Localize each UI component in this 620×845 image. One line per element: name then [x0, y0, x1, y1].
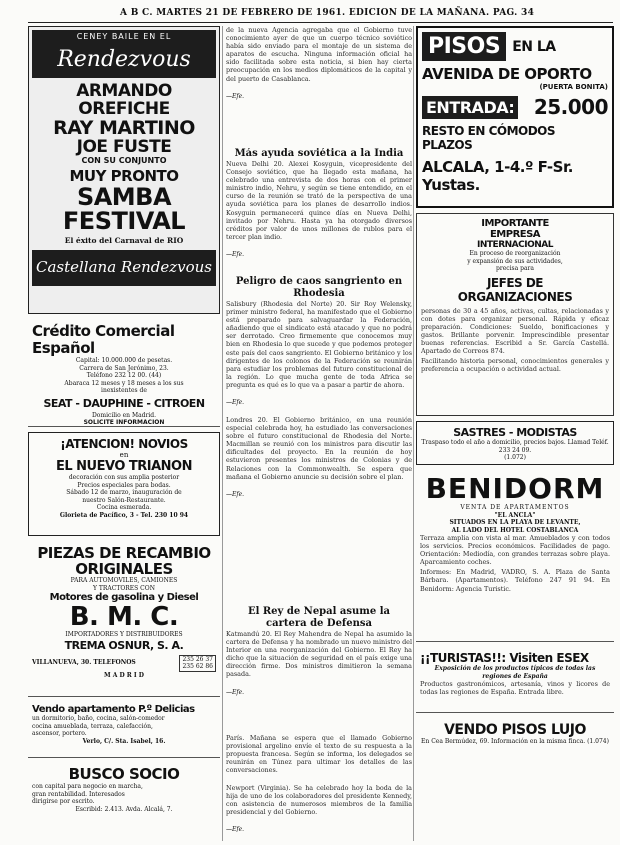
article-3: [226, 416, 412, 606]
rendezvous-group: CON SU CONJUNTO: [81, 156, 167, 165]
busco-ad: [28, 763, 220, 819]
sastres-ad: [416, 421, 614, 465]
credito-domicilio: Domicilio en Madrid.: [91, 411, 157, 419]
article-1-ref: —Efe.: [226, 250, 245, 258]
article-6-text: Newport (Virginia). Se ha celebrado hoy la boda de la hija de uno de los colaboradores del presidente Kennedy, con asistencia de numerosos miembros de la familia presidencial y del Gobierno.: [226, 784, 412, 817]
article-1: [226, 148, 412, 276]
delicias-line-2: cocina amueblada, terraza, calefacción,: [32, 722, 153, 730]
piezas-addr: VILLANUEVA, 30. TELEFONOS: [32, 659, 136, 667]
turistas-title: ¡¡TURISTAS!!: Visiten ESEX: [420, 651, 589, 665]
trianon-line-3: Sábado 12 de marzo, inauguración de: [66, 489, 182, 496]
pisos-title-row: [422, 32, 608, 61]
credito-title: Crédito Comercial Español: [32, 322, 175, 357]
piezas-tel-2: 235 62 86: [182, 663, 213, 670]
pisos-puerta: (PUERTA BONITA): [539, 83, 608, 91]
trianon-line-1: decoración con sus amplia posterior: [68, 474, 180, 481]
article-2-text: Salisbury (Rhodesia del Norte) 20. Sir Roy Welensky, primer ministro federal, ha manifestado que el Gobierno está preparado para salvaguardar la Federación, añadiendo que el sindicato está atacado y que no podrá ser derrotado. Creo firmemente que conocemos muy bien en Rhodesia lo que sucede y que podemos proteger este país del caos sangriento. El Gobierno británico y los dirigentes de los colonos de la Federación se reunirán para estudiar los problemas del futuro constitucional de la región. Lo que mucha gente de toda Africa se pregunta es qué es lo que va a pasar a partir de ahora.: [226, 300, 412, 389]
rendezvous-festival: FESTIVAL: [62, 207, 186, 235]
piezas-line-1: PARA AUTOMOVILES, CAMIONES: [70, 577, 178, 584]
credito-line-5: inexistentes de: [101, 387, 147, 394]
sastres-line-2: (1.072): [504, 454, 526, 461]
piezas-title-1: PIEZAS DE RECAMBIO: [37, 544, 211, 562]
empresa-line-3: precisa para: [496, 265, 534, 272]
piezas-brand: B. M. C.: [69, 602, 179, 632]
benidorm-info: Informes: En Madrid, VADRO, S. A. Plaza de Santa Bárbara. (Apartamentos). Teléfono 247 91 94. En Benidorm: Agencia Turistic.: [420, 568, 610, 593]
article-0: [226, 26, 412, 148]
credito-solicite: SOLICITE INFORMACION: [83, 419, 165, 426]
right-ads-column: [416, 26, 614, 763]
rendezvous-samba: SAMBA: [76, 183, 172, 211]
busco-line-2: gran rentabilidad. Interesados: [32, 790, 125, 798]
piezas-city: M A D R I D: [104, 671, 144, 679]
column-divider-1: [222, 26, 223, 841]
empresa-body: personas de 30 a 45 años, activas, cultas, relacionadas y con dotes para organizar personal. Rápida y eficaz preparación. Condiciones: Sueldo, bonificaciones y gastos. Brillante porvenir. Imprescindible presentar buenas referencias. Escribid a Sr. García Castellá. Apartado de Correos 874.: [421, 306, 609, 355]
article-1-text: Nueva Delhi 20. Alexei Kosyguin, vicepresidente del Consejo soviético, que ha llegado esta mañana, ha celebrado una entrevista de dos horas con el primer ministro indio, Nehru, y según se tiene entendido, en el curso de la reunión se trató de la perspectiva de una ayuda soviética para los planes de desarrollo indios. Kosyguin permanecerá quince días en Nueva Delhi, invitado por Nehru. Hasta ya ha otorgado diversos créditos por valor de unos millones de rublos para el tercer plan indio.: [226, 160, 412, 241]
rendezvous-topline: CENEY BAILE EN EL: [32, 30, 216, 43]
header-rule: [28, 22, 613, 23]
benidorm-line-2: AL LADO DEL HOTEL COSTABLANCA: [451, 526, 579, 534]
piezas-title-2: ORIGINALES: [75, 560, 173, 578]
empresa-line-2: y expansión de sus actividades,: [467, 257, 563, 265]
busco-line-3: dirigirse por escrito.: [32, 798, 95, 805]
news-column: [226, 26, 412, 832]
trianon-ad: [28, 432, 220, 536]
delicias-ad: [28, 702, 220, 758]
turistas-ad: [416, 647, 614, 713]
turistas-body: Productos gastronómicos, artesanía, vinos y licores de todas las regiones de España. Entrada libre.: [420, 680, 610, 697]
delicias-view: Verlo, C/. Sta. Isabel, 16.: [82, 737, 166, 745]
sastres-title: SASTRES - MODISTAS: [453, 426, 577, 439]
rendezvous-name-1: ARMANDO OREFICHE: [76, 81, 172, 119]
article-5: [226, 734, 412, 784]
rendezvous-name-3: JOE FUSTE: [76, 137, 172, 157]
credito-line-2: Carrera de San Jerónimo, 23.: [79, 364, 169, 372]
credito-ad: [28, 319, 220, 427]
empresa-end: Facilitando historia personal, conocimientos generales y preferencia a ocupación o actividad actual.: [421, 357, 609, 374]
empresa-t3: INTERNACIONAL: [477, 240, 553, 250]
left-ads-column: [28, 26, 220, 824]
rendezvous-footer: Castellana Rendezvous: [32, 250, 216, 286]
benidorm-sub: VENTA DE APARTAMENTOS: [460, 504, 570, 511]
pisos-title: PISOS: [422, 32, 506, 61]
rendezvous-title: Rendezvous: [32, 43, 216, 78]
article-3-ref: —Efe.: [226, 490, 245, 498]
piezas-company: TREMA OSNUR, S. A.: [64, 638, 184, 652]
pisos-entrada: ENTRADA:: [422, 96, 518, 119]
trianon-line-4: nuestro Salón-Restaurante.: [82, 496, 166, 504]
credito-brands: SEAT - DAUPHINE - CITROEN: [43, 396, 205, 410]
delicias-title: Vendo apartamento P.º Delicias: [32, 704, 195, 715]
busco-line-1: con capital para negocio en marcha,: [32, 783, 143, 790]
benidorm-line-1: SITUADOS EN LA PLAYA DE LEVANTE,: [449, 519, 581, 526]
piezas-ad: [28, 541, 220, 697]
article-4: [226, 606, 412, 734]
piezas-address-row: [32, 655, 216, 672]
page-header: A B C. MARTES 21 DE FEBRERO DE 1961. EDICION DE LA MAÑANA. PAG. 34: [120, 8, 535, 18]
piezas-tel-1: 235 26 37: [182, 655, 213, 663]
empresa-jefes: JEFES DE: [486, 275, 544, 290]
credito-line-3: Teléfono 232 12 00. (44): [86, 372, 162, 379]
empresa-ad: [416, 213, 614, 416]
pisos-addr: ALCALA, 1-4.º F-Sr. Yustas.: [422, 158, 573, 194]
rendezvous-name-2: RAY MARTINO: [53, 117, 195, 139]
pisos-entrada-row: [422, 95, 608, 119]
pisos-avenue: AVENIDA DE OPORTO: [422, 65, 592, 83]
article-1-title: Más ayuda soviética a la India: [234, 148, 404, 159]
article-2: [226, 276, 412, 416]
pisos-ad: [416, 26, 614, 208]
pisos-plazos: RESTO EN CÓMODOS PLAZOS: [422, 124, 556, 152]
article-6-ref: —Efe.: [226, 826, 245, 832]
trianon-address: Glorieta de Pacífico, 3 - Tel. 230 10 94: [59, 511, 189, 519]
piezas-motor: Motores de gasolina y Diesel: [49, 592, 199, 603]
pisoslujo-title: VENDO PISOS LUJO: [444, 722, 586, 738]
pisos-en: EN LA: [512, 38, 556, 55]
trianon-lead: ¡ATENCION! NOVIOS: [60, 437, 188, 451]
trianon-line-2: Precios especiales para bodas.: [77, 481, 171, 489]
article-4-ref: —Efe.: [226, 688, 245, 696]
article-3-text: Londres 20. El Gobierno británico, en una reunión especial celebrada hoy, ha estudiado las conversaciones sobre el futuro constitucional de Rhodesia del Norte. Macmillan se reunió con los ministros para discutir las dificultades del proyecto. En la reunión de hoy estuvieron presentes los ministros de Colonias y de Relaciones con la Commonwealth. Se espera que mañana el Gobierno anuncie su decisión sobre el plan.: [226, 416, 412, 481]
credito-line-4: Abaraca 12 meses y 18 meses a los sus: [64, 379, 184, 387]
pisoslujo-ad: [416, 718, 614, 758]
piezas-tels: [179, 655, 216, 672]
rendezvous-ad: [28, 26, 220, 314]
busco-contact: Escribid: 2.413. Avda. Alcalá, 7.: [75, 805, 173, 813]
article-5-text: París. Mañana se espera que el llamado Gobierno provisional argelino envíe el texto de su respuesta a la propuesta francesa. Según se informa, los delegados se reunirán en Túnez para ultimar los detalles de las conversaciones.: [226, 734, 412, 775]
article-0-ref: —Efe.: [226, 92, 245, 100]
trianon-title: EL NUEVO TRIANON: [55, 459, 192, 474]
trianon-en: en: [119, 451, 129, 459]
benidorm-name: "EL ANCLA": [494, 511, 536, 519]
pisoslujo-body: En Cea Bermúdez, 69. Información en la misma finca. (1.074): [421, 738, 609, 745]
sastres-line-1: Traspaso todo el año a domicilio, precios bajos. Llamad Teléf. 233 24 09.: [421, 439, 609, 454]
column-divider-2: [413, 26, 414, 841]
benidorm-title: BENIDORM: [425, 472, 605, 505]
benidorm-ad: [416, 470, 614, 642]
trianon-line-5: Cocina esmerada.: [96, 504, 152, 511]
article-2-title: Peligro de caos sangriento en Rhodesia: [235, 276, 403, 299]
empresa-line-1: En proceso de reorganización: [469, 250, 561, 257]
credito-line-1: Capital: 10.000.000 de pesetas.: [75, 357, 173, 364]
piezas-dist: IMPORTADORES Y DISTRIBUIDORES: [65, 631, 183, 638]
turistas-sub: Exposición de los productos típicos de todas las regiones de España: [434, 665, 596, 680]
pisos-amount: 25.000: [533, 95, 608, 119]
empresa-t2: EMPRESA: [489, 229, 541, 240]
empresa-t1: IMPORTANTE: [481, 218, 549, 229]
article-4-text: Katmandú 20. El Rey Mahendra de Nepal ha asumido la cartera de Defensa y ha nombrado un nuevo ministro del Interior en una reorganización del Gobierno. El Rey ha dicho que la situación de seguridad en el país exige una dirección firme. Dos ministros dimitieron la semana pasada.: [226, 630, 412, 679]
piezas-line-2: Y TRACTORES CON: [93, 584, 155, 592]
article-2-ref: —Efe.: [226, 399, 245, 407]
article-6: [226, 784, 412, 832]
empresa-org: ORGANIZACIONES: [457, 289, 573, 304]
delicias-line-1: un dormitorio, baño, cocina, salón-comedor: [32, 715, 165, 722]
article-0-text: de la nueva Agencia agregaba que el Gobierno tuve conocimiento ayer de que un cuerpo técnico soviético había sido enviado para el montaje de un sistema de aparatos de escucha. Ninguna información oficial ha sido facilitada sobre esta noticia, si bien hay cierta preocupación en los medios diplomáticos de la capital y del puerto de Casablanca.: [226, 26, 412, 83]
rendezvous-soon: MUY PRONTO: [69, 167, 179, 185]
busco-title: BUSCO SOCIO: [68, 765, 180, 783]
article-4-title: El Rey de Nepal asume la cartera de Defensa: [247, 606, 391, 629]
rendezvous-exito: El éxito del Carnaval de RIO: [64, 236, 184, 245]
benidorm-body: Terraza amplia con vista al mar. Amueblados y con todos los servicios. Precios económicos. Facilidades de pago. Orientación: Mediodía, con grandes terrazas sobre playa. Aparcamiento coches.: [420, 534, 610, 567]
delicias-line-3: ascensor, portero.: [32, 730, 87, 737]
